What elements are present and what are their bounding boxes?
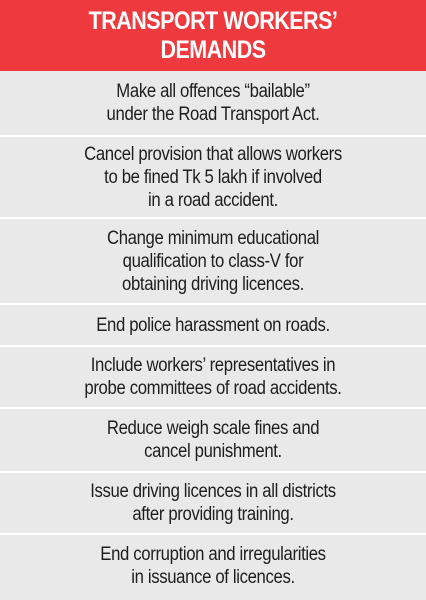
demand-text: End police harassment on roads. [96,314,330,336]
demand-item [0,137,426,217]
demand-text: Include workers’ representatives in probe committees of road accidents. [84,355,342,399]
demand-text: Reduce weigh scale fines and cancel punishment. [106,418,320,462]
demand-item [0,347,426,407]
demand-text: Issue driving licences in all districts after providing training. [90,481,336,525]
demands-list [0,71,426,600]
demand-text: Make all offences “bailable” under the Road Transport Act. [106,81,320,125]
demand-item [0,409,426,471]
header-title: TRANSPORT WORKERS’ DEMANDS [88,6,338,64]
demand-item [0,305,426,345]
demand-item [0,71,426,135]
demand-text: End corruption and irregularities in issuance of licences. [100,544,326,588]
demand-text: Change minimum educational qualification to class-V for obtaining driving licences. [106,227,320,295]
demand-item [0,473,426,533]
demand-text: Cancel provision that allows workers to be fined Tk 5 lakh if involved in a road accident. [84,143,342,211]
header-banner [0,0,426,71]
demand-item [0,535,426,597]
demand-item [0,219,426,303]
